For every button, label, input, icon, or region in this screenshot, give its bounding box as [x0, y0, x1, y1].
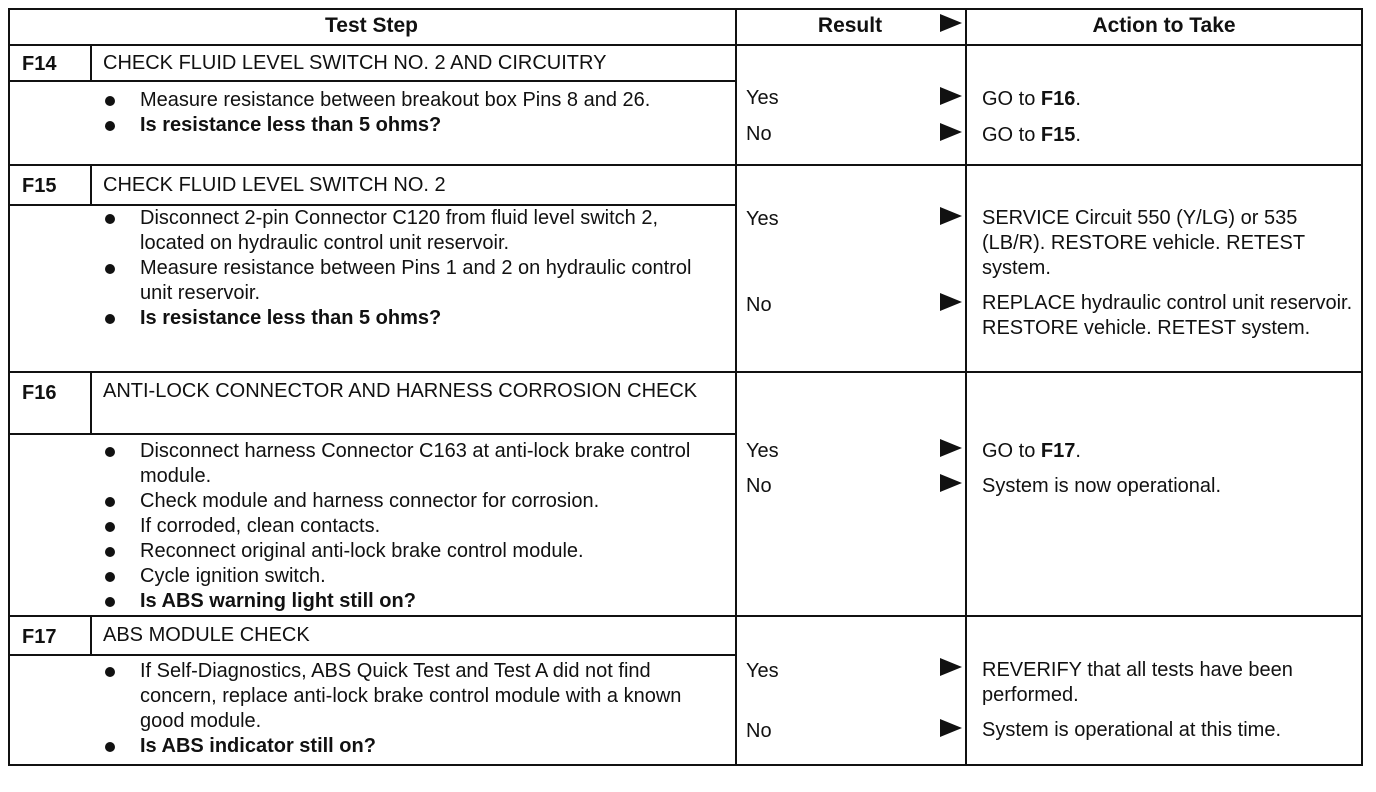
step-title-f17: ABS MODULE CHECK [103, 624, 310, 646]
action-yes-f17: REVERIFY that all tests have been performed. [982, 659, 1293, 706]
col-divider-result [735, 8, 737, 766]
frame-right [1361, 8, 1363, 766]
action-text: GO to [982, 88, 1041, 110]
f16-title-underline [8, 433, 737, 435]
frame-top [8, 8, 1363, 10]
arrow-icon [940, 474, 962, 492]
step-reference: F15 [1040, 124, 1076, 146]
arrow-icon [940, 439, 962, 457]
bullet-item: Disconnect 2-pin Connector C120 from fluid level switch 2, located on hydraulic control unit reservoir. [96, 206, 716, 256]
action-yes-f14 [982, 87, 1357, 112]
bullet-item: If Self-Diagnostics, ABS Quick Test and Test A did not find concern, replace anti-lock brake control module with a known good module. [96, 659, 716, 734]
step-id-f16: F16 [22, 382, 57, 404]
action-no-f17: System is operational at this time. [982, 719, 1282, 741]
step-title-f15: CHECK FLUID LEVEL SWITCH NO. 2 [103, 174, 446, 196]
arrow-icon [940, 123, 962, 141]
action-text: GO to [982, 124, 1041, 146]
f17-title-underline [8, 654, 737, 656]
step-reference: F17 [1040, 440, 1076, 462]
result-yes-f15: Yes [746, 208, 779, 230]
header-result: Result [817, 14, 883, 37]
action-no-f15: REPLACE hydraulic control unit reservoir. RESTORE vehicle. RETEST system. [982, 292, 1353, 339]
step-title-f14: CHECK FLUID LEVEL SWITCH NO. 2 AND CIRCUITRY [103, 52, 607, 74]
f17-id-divider [90, 615, 92, 655]
header-test-step: Test Step [325, 14, 418, 37]
result-yes-f14: Yes [746, 87, 779, 109]
frame-bottom [8, 764, 1363, 766]
header-arrow-icon [940, 14, 962, 32]
f16-id-divider [90, 371, 92, 434]
step-id-f15: F15 [22, 175, 57, 197]
step-id-f17: F17 [22, 626, 57, 648]
header-divider [8, 44, 1363, 46]
row-divider-f16 [8, 371, 1363, 373]
bullet-item: Reconnect original anti-lock brake control module. [96, 539, 716, 564]
action-punctuation: . [1075, 124, 1081, 146]
arrow-icon [940, 293, 962, 311]
row-divider-f15 [8, 164, 1363, 166]
bullet-question: Is ABS warning light still on? [96, 589, 716, 614]
f14-title-underline [8, 80, 737, 82]
action-punctuation: . [1075, 88, 1081, 110]
step-title-f16: ANTI-LOCK CONNECTOR AND HARNESS CORROSION CHECK [103, 380, 698, 402]
step-bullets-f16 [96, 439, 716, 614]
result-no-f15: No [746, 294, 772, 316]
result-no-f14: No [746, 123, 772, 145]
f14-id-divider [90, 44, 92, 81]
step-bullets-f15 [96, 206, 716, 331]
result-yes-f17: Yes [746, 660, 779, 682]
arrow-icon [940, 207, 962, 225]
f15-id-divider [90, 164, 92, 205]
frame-left [8, 8, 10, 766]
bullet-item: Measure resistance between Pins 1 and 2 on hydraulic control unit reservoir. [96, 256, 716, 306]
action-no-f16: System is now operational. [982, 475, 1222, 497]
bullet-item: Disconnect harness Connector C163 at anti-lock brake control module. [96, 439, 716, 489]
bullet-question: Is ABS indicator still on? [96, 734, 716, 759]
arrow-icon [940, 658, 962, 676]
bullet-item: Cycle ignition switch. [96, 564, 716, 589]
action-no-f14 [982, 123, 1357, 148]
col-divider-action [965, 8, 967, 766]
result-yes-f16: Yes [746, 440, 779, 462]
step-reference: F16 [1040, 88, 1076, 110]
step-id-f14: F14 [22, 53, 57, 75]
action-yes-f15: SERVICE Circuit 550 (Y/LG) or 535 (LB/R). RESTORE vehicle. RETEST system. [982, 207, 1305, 279]
result-no-f16: No [746, 475, 772, 497]
bullet-item: Measure resistance between breakout box Pins 8 and 26. [96, 88, 716, 113]
arrow-icon [940, 719, 962, 737]
step-bullets-f17 [96, 659, 716, 759]
arrow-icon [940, 87, 962, 105]
action-text: GO to [982, 440, 1041, 462]
bullet-item: If corroded, clean contacts. [96, 514, 716, 539]
diagnostic-table [8, 8, 1363, 766]
bullet-question: Is resistance less than 5 ohms? [96, 113, 716, 138]
header-action: Action to Take [1092, 14, 1236, 37]
action-punctuation: . [1075, 440, 1081, 462]
step-bullets-f14 [96, 88, 716, 138]
bullet-item: Check module and harness connector for corrosion. [96, 489, 716, 514]
action-yes-f16 [982, 439, 1357, 464]
bullet-question: Is resistance less than 5 ohms? [96, 306, 716, 331]
result-no-f17: No [746, 720, 772, 742]
row-divider-f17 [8, 615, 1363, 617]
